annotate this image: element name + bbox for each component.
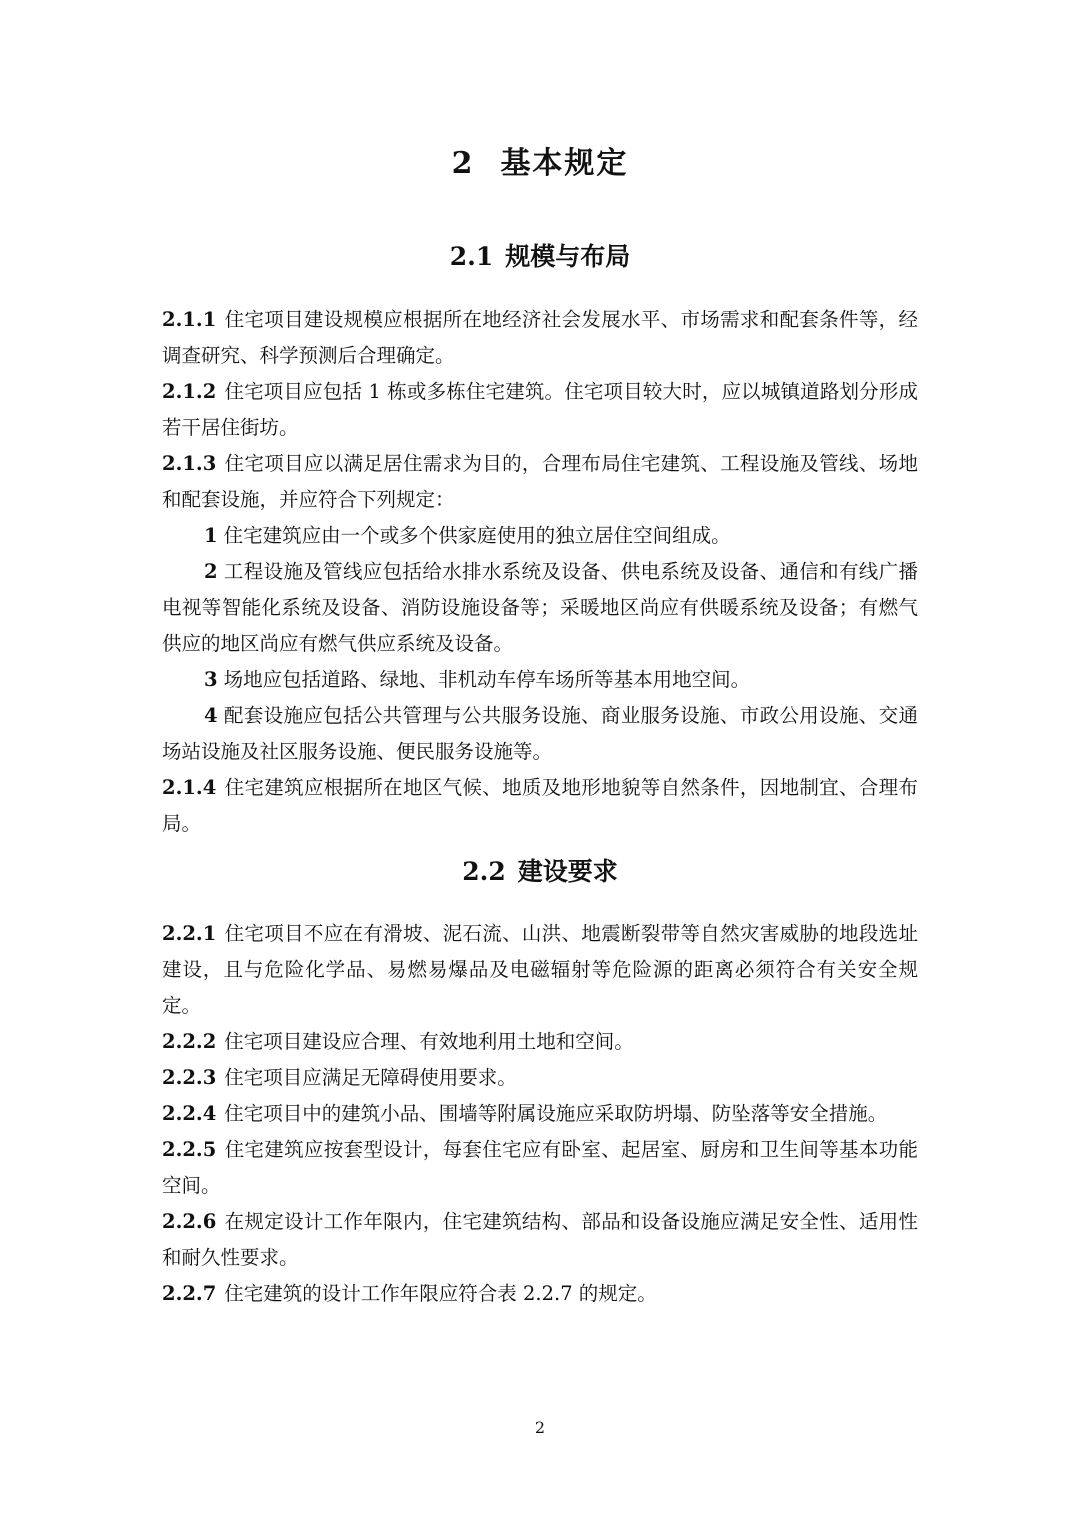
section-body-2-2 bbox=[162, 916, 918, 1312]
section-number: 2.2 bbox=[462, 857, 506, 886]
clause-number: 2.2.5 bbox=[162, 1138, 217, 1161]
clause-text: 住宅项目应满足无障碍使用要求。 bbox=[224, 1066, 517, 1089]
clause-text: 住宅建筑应按套型设计，每套住宅应有卧室、起居室、厨房和卫生间等基本功能空间。 bbox=[162, 1138, 918, 1197]
item-text: 配套设施应包括公共管理与公共服务设施、商业服务设施、市政公用设施、交通场站设施及社区服务设施、便民服务设施等。 bbox=[162, 704, 918, 763]
clause-text: 住宅项目不应在有滑坡、泥石流、山洪、地震断裂带等自然灾害威胁的地段选址建设，且与危险化学品、易燃易爆品及电磁辐射等危险源的距离必须符合有关安全规定。 bbox=[162, 922, 918, 1017]
item-number: 3 bbox=[204, 668, 218, 691]
clause-2-2-5 bbox=[162, 1132, 918, 1204]
clause-2-2-6 bbox=[162, 1204, 918, 1276]
clause-2-2-4 bbox=[162, 1096, 918, 1132]
clause-number: 2.2.4 bbox=[162, 1102, 217, 1125]
list-item bbox=[162, 554, 918, 662]
item-number: 2 bbox=[204, 560, 218, 583]
clause-number: 2.1.3 bbox=[162, 452, 217, 475]
chapter-number: 2 bbox=[451, 146, 475, 181]
clause-number: 2.2.6 bbox=[162, 1210, 217, 1233]
clause-text: 住宅项目应包括 1 栋或多栋住宅建筑。住宅项目较大时，应以城镇道路划分形成若干居住街坊。 bbox=[162, 380, 918, 439]
clause-2-2-2 bbox=[162, 1024, 918, 1060]
section-body-2-1 bbox=[162, 302, 918, 842]
item-number: 4 bbox=[204, 704, 218, 727]
clause-2-1-2 bbox=[162, 374, 918, 446]
section-number: 2.1 bbox=[449, 242, 494, 271]
item-text: 住宅建筑应由一个或多个供家庭使用的独立居住空间组成。 bbox=[223, 524, 731, 547]
clause-number: 2.2.1 bbox=[162, 922, 217, 945]
section-title-text: 建设要求 bbox=[517, 857, 618, 886]
clause-2-2-7 bbox=[162, 1276, 918, 1312]
clause-number: 2.2.3 bbox=[162, 1066, 217, 1089]
clause-number: 2.1.1 bbox=[162, 308, 217, 331]
chapter-title bbox=[0, 142, 1080, 186]
page-number: 2 bbox=[534, 1418, 546, 1437]
section-title-2-1 bbox=[0, 238, 1080, 276]
clause-text: 住宅项目中的建筑小品、围墙等附属设施应采取防坍塌、防坠落等安全措施。 bbox=[224, 1102, 888, 1125]
clause-2-1-1 bbox=[162, 302, 918, 374]
clause-2-2-1 bbox=[162, 916, 918, 1024]
item-number: 1 bbox=[204, 524, 218, 547]
section-title-2-2 bbox=[0, 853, 1080, 891]
list-item bbox=[162, 698, 918, 770]
clause-text: 住宅项目建设规模应根据所在地经济社会发展水平、市场需求和配套条件等，经调查研究、科学预测后合理确定。 bbox=[162, 308, 918, 367]
section-title-text: 规模与布局 bbox=[505, 242, 631, 271]
clause-number: 2.2.2 bbox=[162, 1030, 217, 1053]
chapter-title-text: 基本规定 bbox=[500, 146, 629, 181]
list-item bbox=[162, 518, 918, 554]
clause-2-1-3 bbox=[162, 446, 918, 518]
clause-2-1-4 bbox=[162, 770, 918, 842]
clause-number: 2.1.2 bbox=[162, 380, 217, 403]
item-text: 场地应包括道路、绿地、非机动车停车场所等基本用地空间。 bbox=[223, 668, 751, 691]
clause-number: 2.1.4 bbox=[162, 776, 217, 799]
clause-text: 住宅建筑的设计工作年限应符合表 2.2.7 的规定。 bbox=[224, 1282, 657, 1305]
clause-2-2-3 bbox=[162, 1060, 918, 1096]
clause-text: 在规定设计工作年限内，住宅建筑结构、部品和设备设施应满足安全性、适用性和耐久性要求。 bbox=[162, 1210, 918, 1269]
list-item bbox=[162, 662, 918, 698]
clause-text: 住宅项目应以满足居住需求为目的，合理布局住宅建筑、工程设施及管线、场地和配套设施，并应符合下列规定： bbox=[162, 452, 918, 511]
clause-number: 2.2.7 bbox=[162, 1282, 217, 1305]
clause-text: 住宅项目建设应合理、有效地利用土地和空间。 bbox=[224, 1030, 634, 1053]
item-text: 工程设施及管线应包括给水排水系统及设备、供电系统及设备、通信和有线广播电视等智能化系统及设备、消防设施设备等；采暖地区尚应有供暖系统及设备；有燃气供应的地区尚应有燃气供应系统及设备。 bbox=[162, 560, 918, 655]
clause-text: 住宅建筑应根据所在地区气候、地质及地形地貌等自然条件，因地制宜、合理布局。 bbox=[162, 776, 918, 835]
